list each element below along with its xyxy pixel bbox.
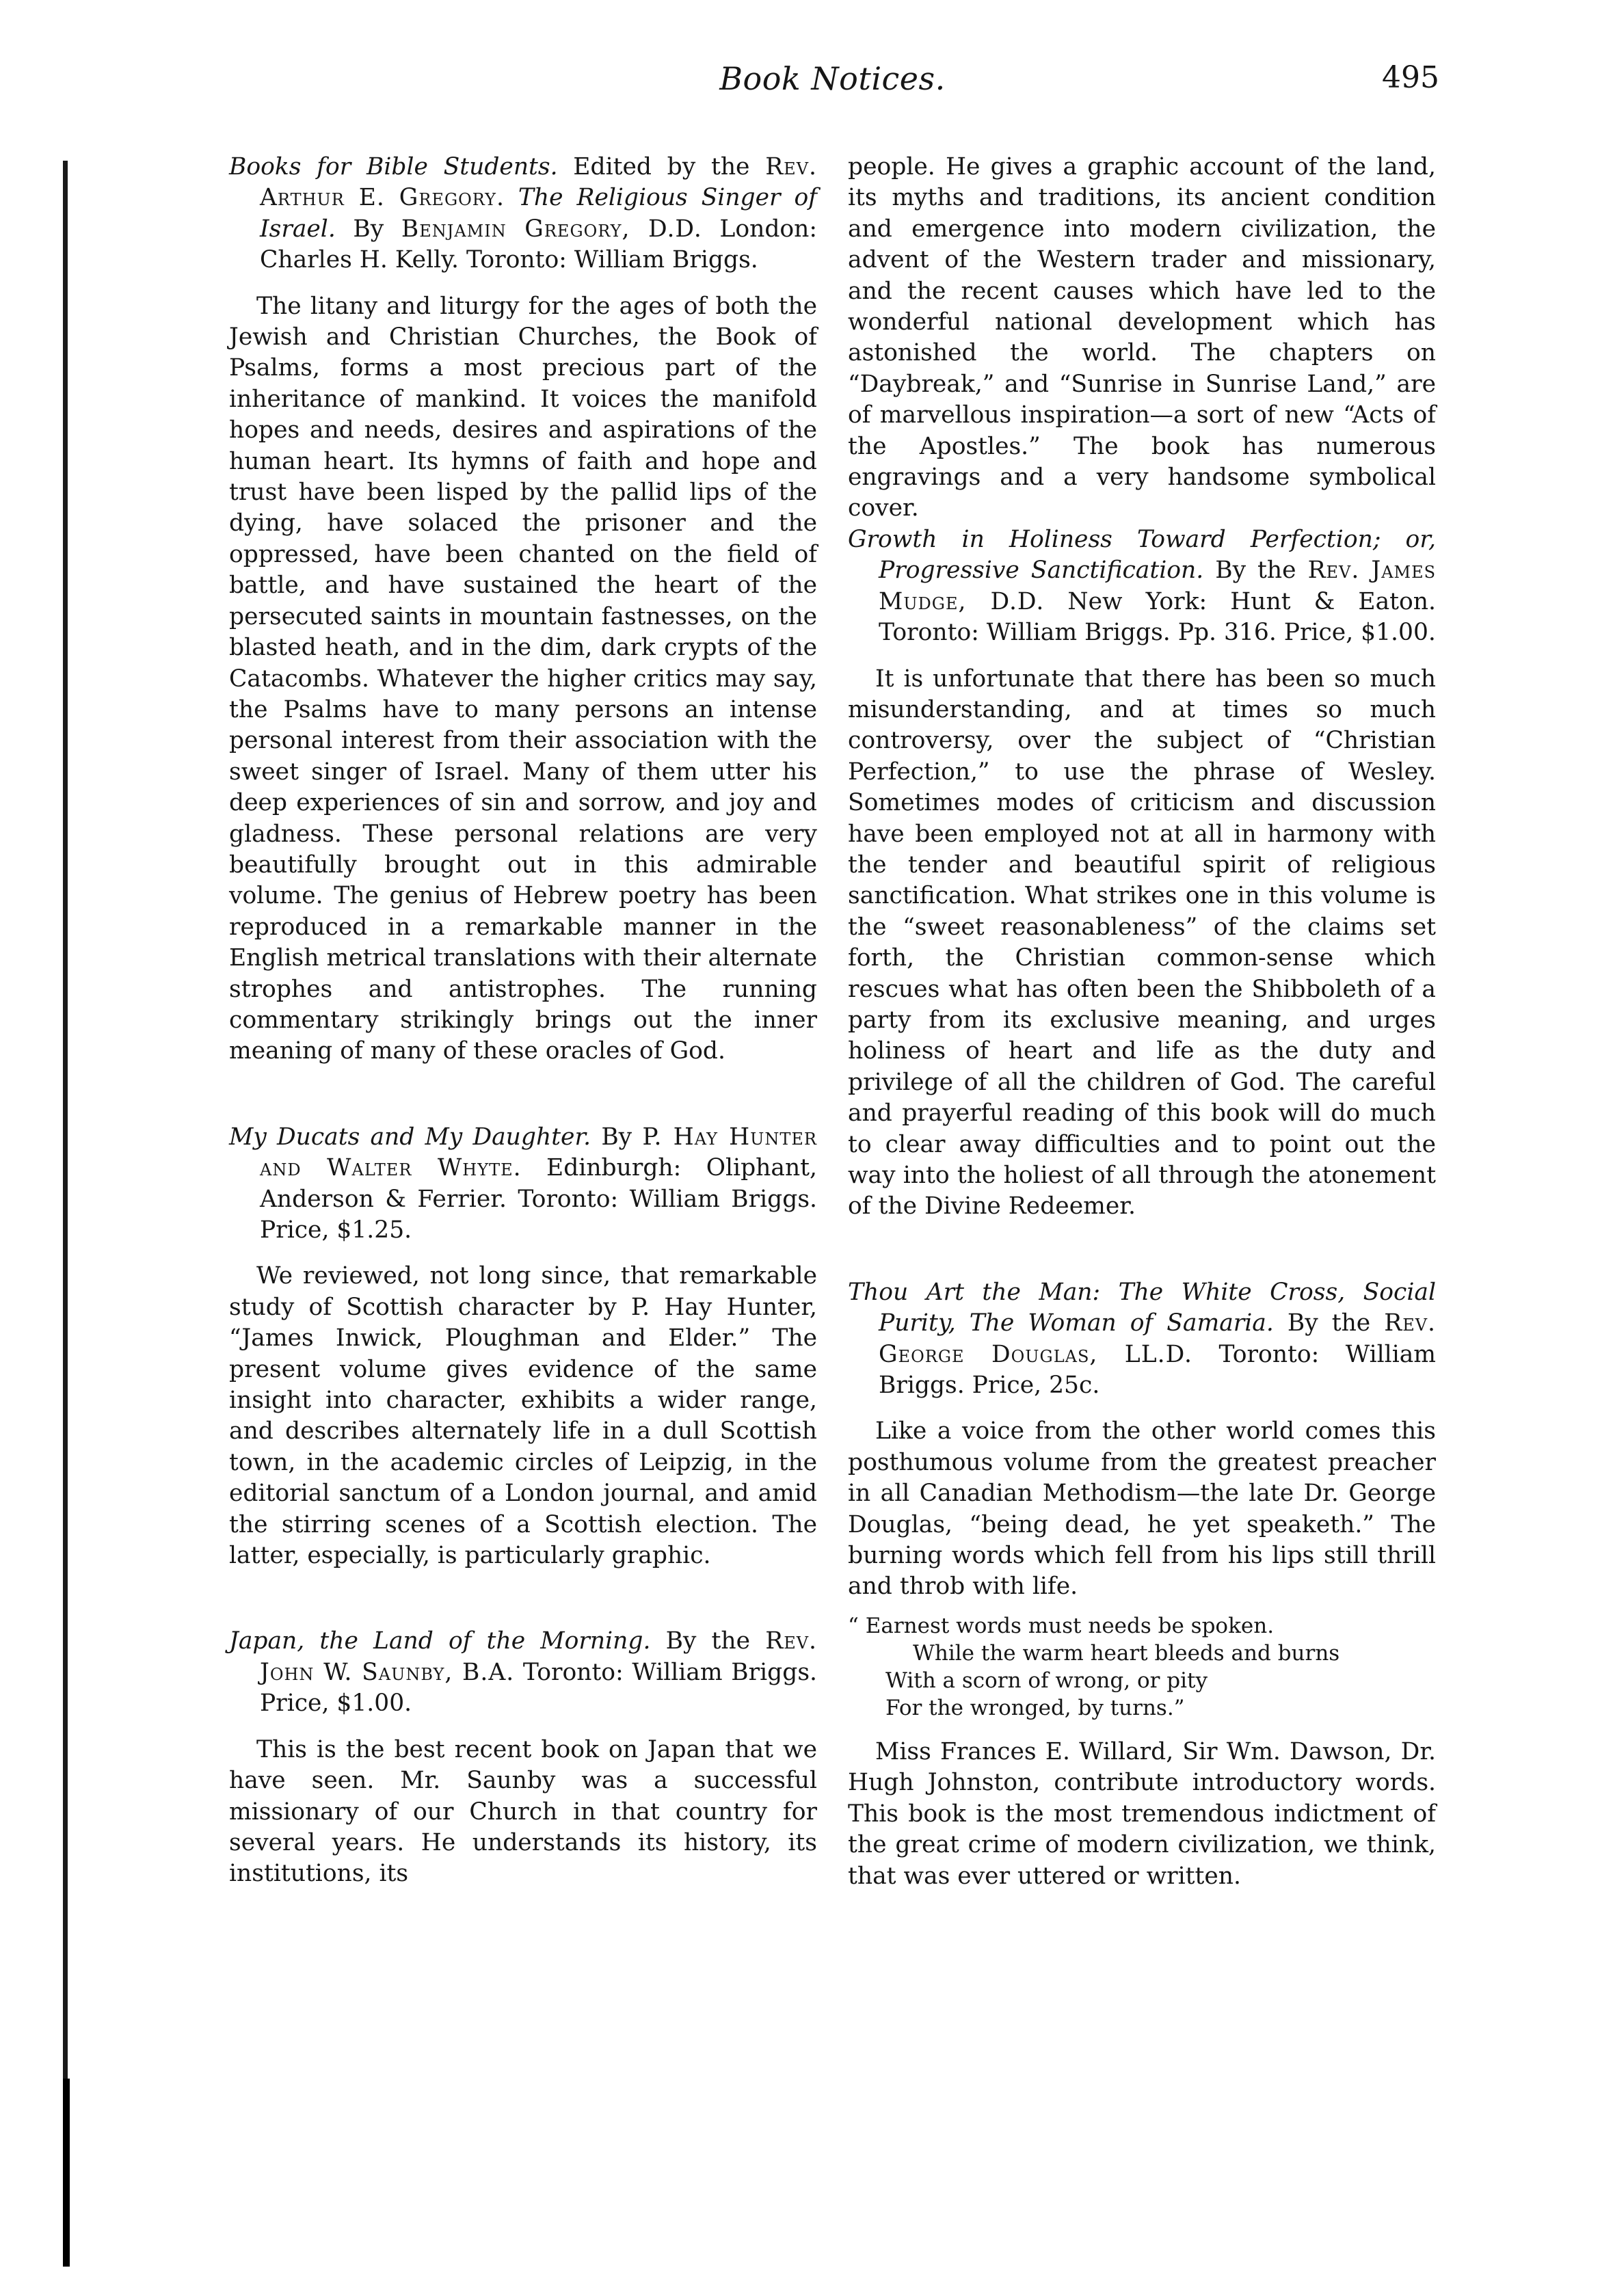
author-name: John W. Saunby, B.A.	[260, 1658, 515, 1686]
by-word: By	[353, 215, 384, 243]
by-word: By the	[1215, 557, 1296, 585]
book-title: My Ducats and My Daughter.	[229, 1123, 591, 1151]
book-title: Japan, the Land of the Morning.	[229, 1627, 651, 1655]
review-text	[229, 1735, 817, 1890]
review-text	[229, 1261, 817, 1571]
running-title: Book Notices.	[719, 60, 946, 97]
review-text	[848, 664, 1436, 1223]
book-notice-japan	[229, 1626, 817, 1889]
review-paragraph: This is the best recent book on Japan that we have seen. Mr. Saunby was a successful missionary of our Church in that country for several years. He understands its history, its institutions, its	[229, 1735, 817, 1888]
by-word: By the	[1287, 1309, 1371, 1337]
by-word: By	[601, 1123, 632, 1151]
citation	[229, 152, 817, 276]
author-name: Benjamin Gregory, D.D.	[401, 215, 702, 243]
review-paragraph: Like a voice from the other world comes this posthumous volume from the greatest preacher in all Canadian Methodism—the late Dr. George Douglas, “being dead, he yet speaketh.” The burning words which fell from his lips still thrill and throb with life.	[848, 1417, 1436, 1601]
book-notice-thou-art-the-man	[848, 1277, 1436, 1892]
review-paragraph: The litany and liturgy for the ages of both the Jewish and Christian Churches, the Book of Psalms, forms a most precious part of the inheritance of mankind. It voices the manifold hopes and needs, desires and aspirations of the human heart. Its hymns of faith and hope and trust have been lisped by the pallid lips of the dying, have solaced the prisoner and the oppressed, have been chanted on the field of battle, and have sustained the heart of the persecuted saints in mountain fastnesses, on the blasted heath, and in the dim, dark crypts of the Catacombs. Whatever the higher critics may say, the Psalms have to many persons an intense personal interest from their association with the sweet singer of Israel. Many of them utter his deep experiences of sin and sorrow, and joy and gladness. These personal relations are very beautifully brought out in this admirable volume. The genius of Hebrew poetry has been reproduced in a remarkable manner in the English metrical translations with their alternate strophes and antistrophes. The running commentary strikingly brings out the inner meaning of many of these oracles of God.	[229, 292, 817, 1065]
edited-by: Edited by the	[573, 153, 750, 181]
publisher-info: London: Charles H. Kelly. Toronto: William Briggs.	[260, 215, 818, 274]
citation	[229, 1626, 817, 1719]
author-prefix: Rev.	[1307, 557, 1360, 585]
author-name: George Douglas, LL.D.	[879, 1340, 1192, 1368]
right-column	[848, 152, 1436, 1892]
author-names: P. Hay Hunter and Walter Whyte.	[260, 1123, 818, 1182]
citation	[848, 524, 1436, 649]
book-notice-growth-in-holiness	[848, 524, 1436, 1223]
publisher-info: Edinburgh: Oliphant, Anderson & Ferrier. Toronto: William Briggs. Price, $1.25.	[260, 1154, 817, 1244]
review-paragraph: It is unfortunate that there has been so much misunderstanding, and at times so much controversy, over the subject of “Christian Perfection,” to use the phrase of Wesley. Sometimes modes of criticism and discussion have been employed not at all in harmony with the tender and beautiful spirit of religious sanctification. What strikes one in this volume is the “sweet reasonableness” of the claims set forth, the Christian common-sense which rescues what has often been the Shibboleth of a party from its exclusive meaning, and urges holiness of heart and life as the duty and privilege of all the children of God. The careful and prayerful reading of this book will do much to clear away difficulties and to point out the way into the holiest of all through the atonement of the Divine Redeemer.	[848, 665, 1436, 1220]
editor-prefix: Rev.	[765, 153, 817, 181]
book-title: Thou Art the Man: The White Cross, Social Purity, The Woman of Samaria.	[848, 1278, 1436, 1337]
verse-line: While the warm heart bleeds and burns	[913, 1640, 1340, 1666]
publisher-info: New York: Hunt & Eaton. Toronto: William Briggs. Pp. 316. Price, $1.00.	[879, 587, 1436, 647]
book-notice-my-ducats	[229, 1122, 817, 1572]
author-prefix: Rev.	[765, 1627, 818, 1655]
margin-scan-mark	[63, 2079, 70, 2267]
review-text	[229, 291, 817, 1067]
left-column	[229, 152, 817, 1890]
continued-paragraph: people. He gives a graphic account of the land, its myths and traditions, its ancient condition and emergence into modern civilization, the advent of the Western trader and missionary, and the recent causes which have led to the wonderful national development which has astonished the world. The chapters on “Daybreak,” and “Sunrise in Sunrise Land,” are of marvellous inspiration—a sort of new “Acts of the Apostles.” The book has numerous engravings and a very handsome symbolical cover.	[848, 153, 1436, 522]
verse-line: “ Earnest words must needs be spoken.	[848, 1613, 1275, 1638]
publisher-info: Toronto: William Briggs. Price, $1.00.	[260, 1658, 817, 1718]
margin-scan-line	[63, 161, 68, 2267]
book-notice-bible-students	[229, 152, 817, 1067]
editor-name: Arthur E. Gregory.	[260, 184, 505, 212]
review-paragraph: Miss Frances E. Willard, Sir Wm. Dawson, Dr. Hugh Johnston, contribute introductory words. This book is the most tremendous indictment of the great crime of modern civilization, we think, that was ever uttered or written.	[848, 1737, 1436, 1890]
review-paragraph: We reviewed, not long since, that remarkable study of Scottish character by P. Hay Hunter, “James Inwick, Ploughman and Elder.” The present volume gives evidence of the same insight into character, exhibits a wider range, and describes alternately life in a dull Scottish town, in the academic circles of Leipzig, in the editorial sanctum of a London journal, and amid the stirring scenes of a Scottish election. The latter, especially, is particularly graphic.	[229, 1262, 817, 1570]
verse-line: For the wronged, by turns.”	[885, 1695, 1185, 1720]
citation	[848, 1277, 1436, 1402]
verse-line: With a scorn of wrong, or pity	[885, 1668, 1208, 1693]
page-header	[226, 60, 1439, 108]
review-continuation	[848, 152, 1436, 524]
author-name: James Mudge, D.D.	[879, 557, 1437, 615]
book-subtitle: The Religious Singer of Israel.	[260, 184, 818, 243]
page-number: 495	[1382, 60, 1439, 95]
author-prefix: Rev.	[1384, 1309, 1437, 1337]
book-title: Growth in Holiness Toward Perfection; or, Progressive Sanctification.	[848, 525, 1436, 585]
review-text	[848, 1416, 1436, 1891]
by-word: By the	[665, 1627, 751, 1655]
publisher-info: Toronto: William Briggs. Price, 25c.	[879, 1340, 1437, 1400]
book-title: Books for Bible Students.	[229, 153, 558, 181]
verse-quotation	[848, 1612, 1436, 1722]
citation	[229, 1122, 817, 1246]
